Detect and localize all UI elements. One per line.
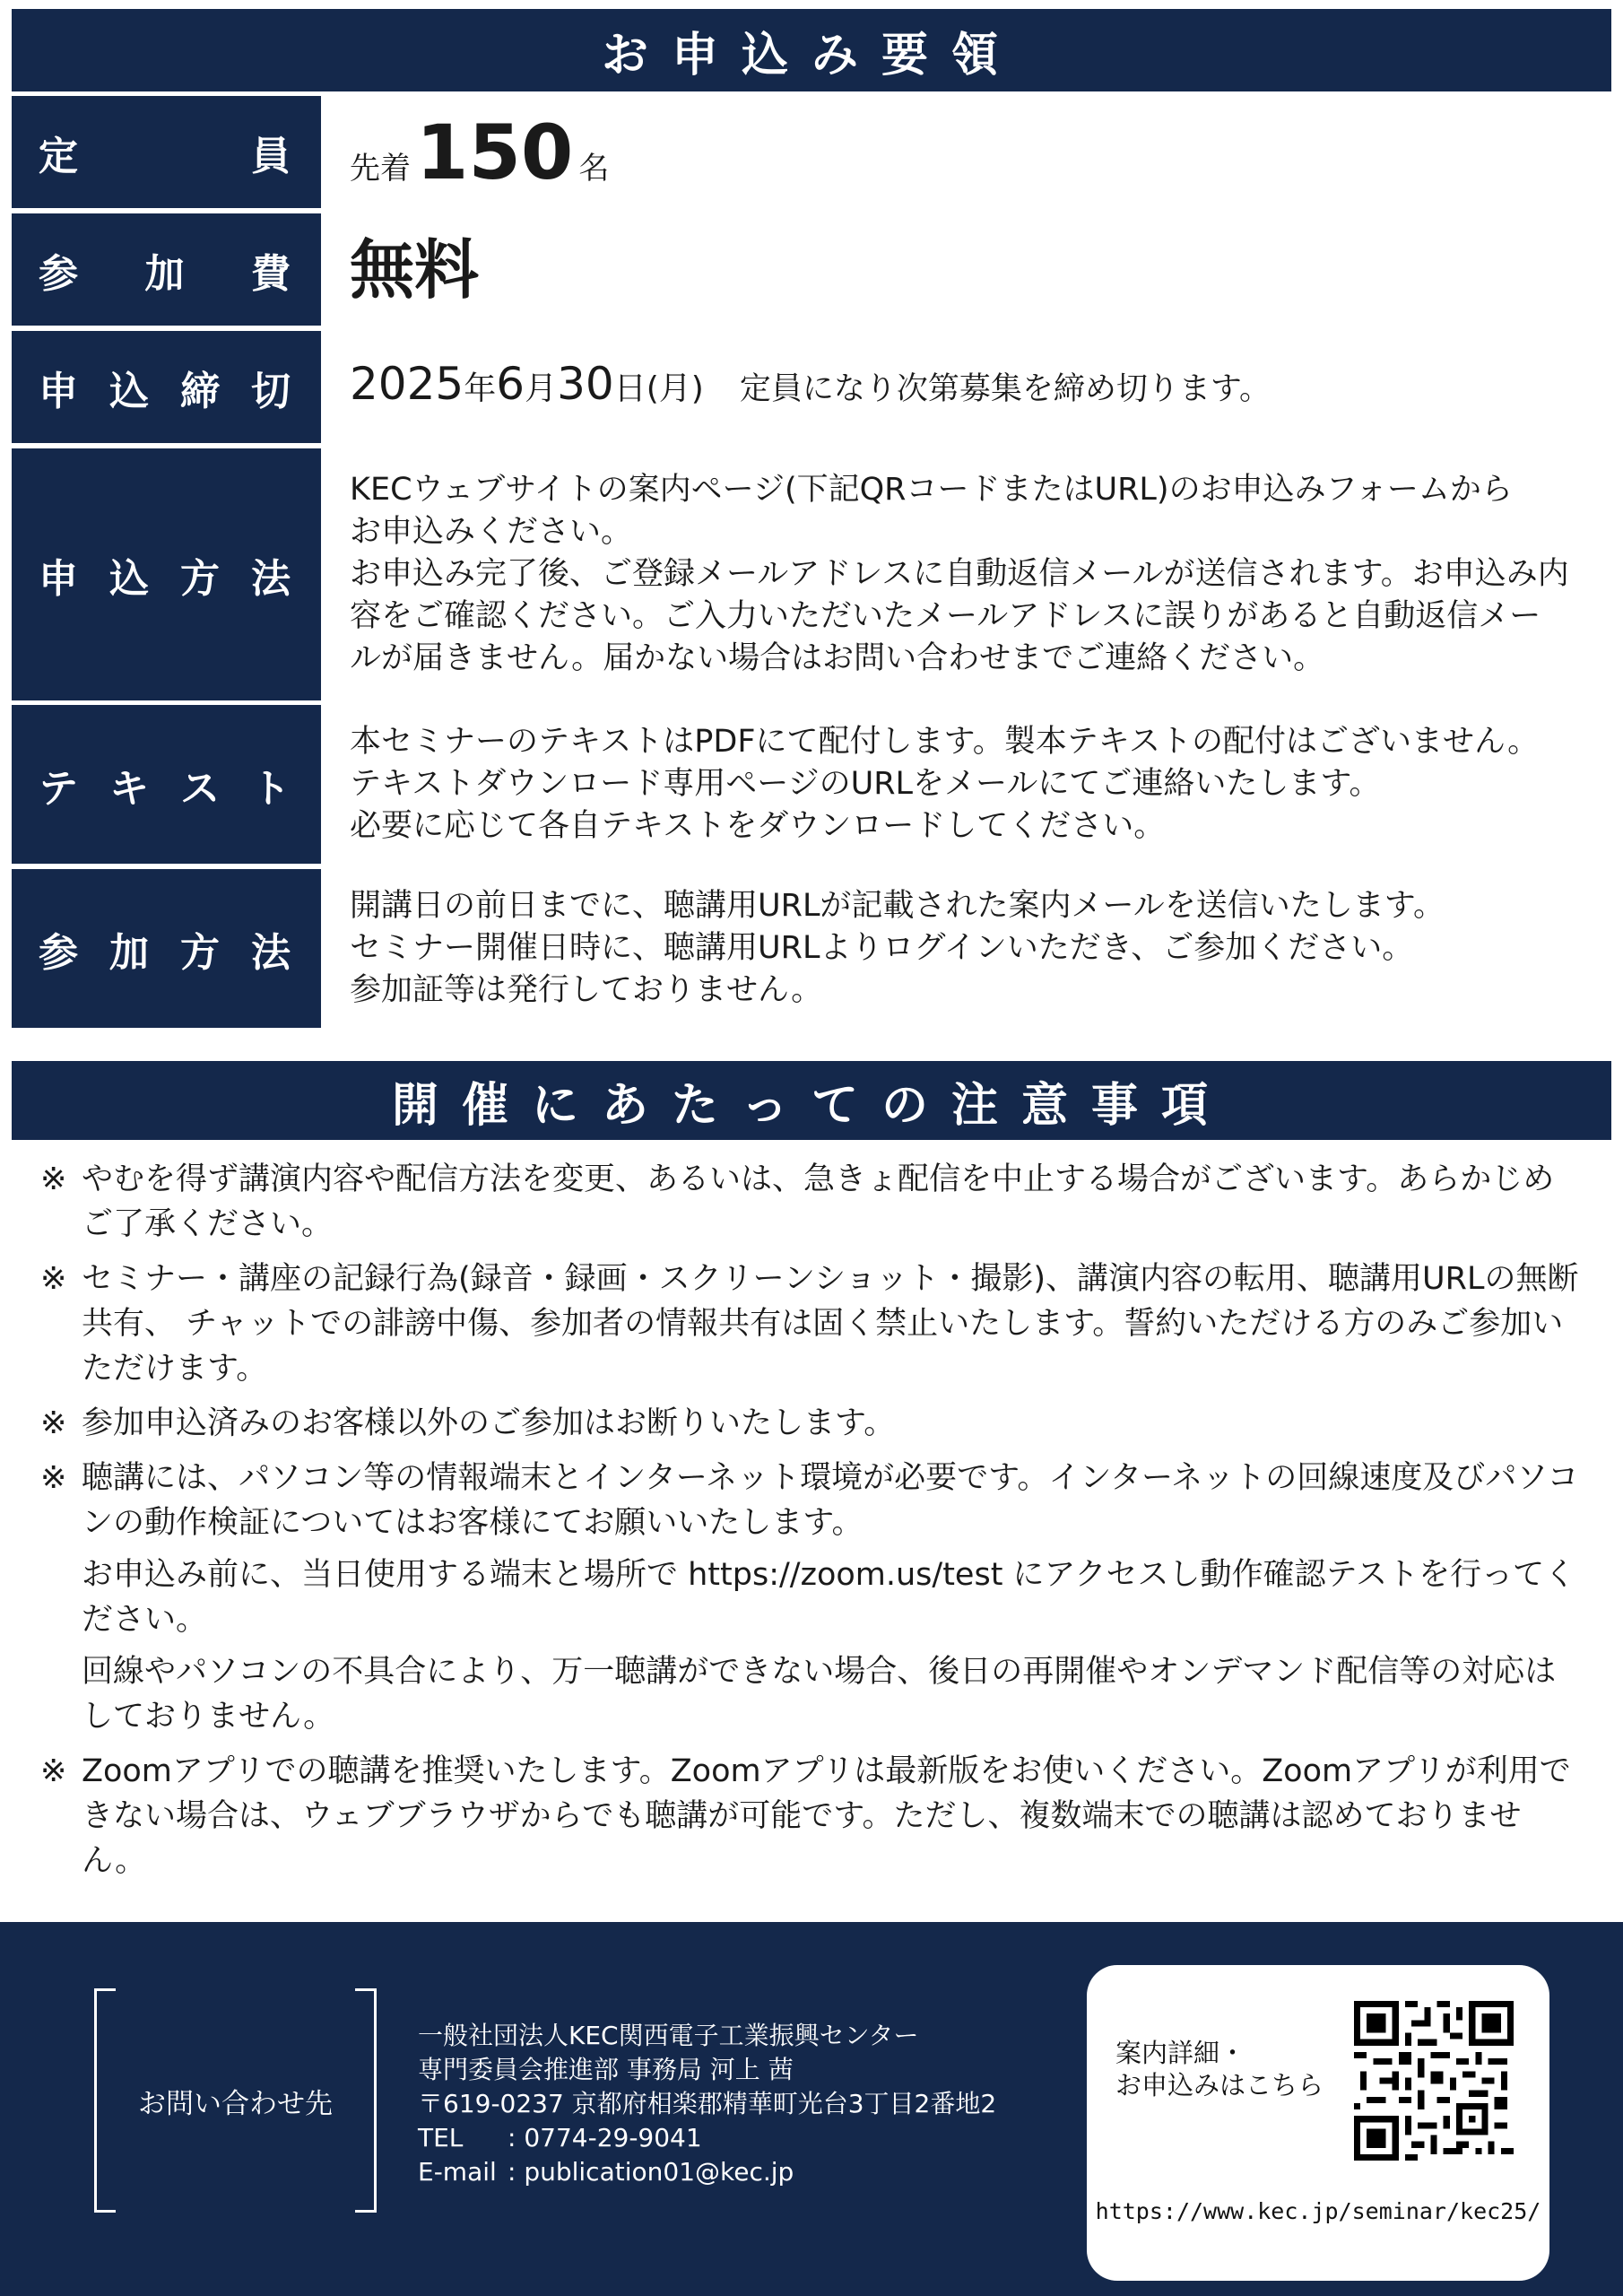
application-method-label: 申 込 方 法 xyxy=(12,448,321,700)
text-line: 参加証等は発行しておりません。 xyxy=(350,972,823,1008)
capacity-content xyxy=(321,96,1611,208)
fee-value: 無料 xyxy=(350,231,480,308)
application-guide-header xyxy=(12,9,1611,91)
deadline-date: 2025 年 6 月 30 日(月) 定員になり次第募集を締め切ります。 xyxy=(350,358,1271,410)
participation-method-content xyxy=(321,869,1611,1028)
note-mark: ※ xyxy=(40,1405,67,1441)
precautions-title: 開催にあたっての注意事項 xyxy=(391,1078,1231,1133)
qr-code-icon[interactable] xyxy=(1354,2001,1514,2161)
contact-dept: 専門委員会推進部 事務局 河上 茜 xyxy=(418,2055,794,2084)
text-line: 必要に応じて各自テキストをダウンロードしてください。 xyxy=(350,808,1166,844)
note-mark: ※ xyxy=(40,1161,67,1197)
left-bracket xyxy=(94,1988,116,2213)
fee-label: 参 加 費 xyxy=(12,213,321,326)
application-method-content xyxy=(321,448,1611,700)
participation-method-label: 参 加 方 法 xyxy=(12,869,321,1028)
seminar-url-link[interactable]: https://www.kec.jp/seminar/kec25/ xyxy=(1095,2198,1541,2224)
precautions-header xyxy=(12,1061,1611,1140)
contact-info xyxy=(418,2019,996,2189)
precautions-list xyxy=(40,1157,1583,1893)
text-line: ルが届きません。届かない場合はお問い合わせまでご連絡ください。 xyxy=(350,640,1325,676)
application-guide-title: お申込み要領 xyxy=(601,28,1021,83)
deadline-label: 申 込 締 切 xyxy=(12,331,321,443)
row-deadline xyxy=(12,331,1611,443)
deadline-note: 定員になり次第募集を締め切ります。 xyxy=(739,371,1271,407)
note-item: ※ 聴講には、パソコン等の情報端末とインターネット環境が必要です。インターネットの回線速度及びパソコンの動作検証についてはお客様にてお願いいたします。 お申込み前に、当日使用する端末と場所で https://zoom.us/test にアクセスし動作確認テストを行ってください。 回線やパソコンの不具合により、万一聴講ができない場合、後日の再開催やオンデマンド配信等の対応はしておりません。 xyxy=(40,1456,1583,1739)
row-participation-method xyxy=(12,869,1611,1028)
note-item: ※ セミナー・講座の記録行為(録音・録画・スクリーンショット・撮影)、講演内容の転用、聴講用URLの無断共有、 チャットでの誹謗中傷、参加者の情報共有は固く禁止いたします。誓約いただける方のみご参加いただけます。 xyxy=(40,1257,1583,1391)
fee-content xyxy=(321,213,1611,326)
contact-label-box xyxy=(94,1988,377,2213)
contact-label: お問い合わせ先 xyxy=(138,2087,333,2120)
note-mark: ※ xyxy=(40,1460,67,1496)
contact-email[interactable]: E-mail : publication01@kec.jp xyxy=(418,2157,794,2187)
row-text-material xyxy=(12,705,1611,864)
text-line: KECウェブサイトの案内ページ(下記QRコードまたはURL)のお申込みフォームから xyxy=(350,472,1513,508)
row-application-method xyxy=(12,448,1611,700)
contact-tel: TEL : 0774-29-9041 xyxy=(418,2123,702,2152)
text-material-label: テ キ ス ト xyxy=(12,705,321,864)
text-line: セミナー開催日時に、聴講用URLよりログインいただき、ご参加ください。 xyxy=(350,930,1414,966)
row-capacity xyxy=(12,96,1611,208)
note-mark: ※ xyxy=(40,1753,67,1789)
right-bracket xyxy=(355,1988,377,2213)
text-line: テキストダウンロード専用ページのURLをメールにてご連絡いたします。 xyxy=(350,766,1381,802)
capacity-number: 150 xyxy=(416,108,574,196)
text-material-content xyxy=(321,705,1611,864)
capacity-suffix: 名 xyxy=(578,150,610,187)
contact-org: 一般社団法人KEC関西電子工業振興センター xyxy=(418,2021,919,2050)
text-line: 本セミナーのテキストはPDFにて配付します。製本テキストの配付はございません。 xyxy=(350,724,1540,760)
qr-card xyxy=(1087,1965,1549,2281)
note-mark: ※ xyxy=(40,1261,67,1297)
capacity-prefix: 先着 xyxy=(350,150,411,187)
row-fee xyxy=(12,213,1611,326)
text-line: 容をご確認ください。ご入力いただいたメールアドレスに誤りがあると自動返信メー xyxy=(350,598,1541,634)
note-item: ※ やむを得ず講演内容や配信方法を変更、あるいは、急きょ配信を中止する場合がございます。あらかじめご了承ください。 xyxy=(40,1157,1583,1247)
text-line: 開講日の前日までに、聴講用URLが記載された案内メールを送信いたします。 xyxy=(350,888,1445,924)
qr-label: 案内詳細・ お申込みはこちら xyxy=(1115,2038,1324,2100)
note-item: ※ Zoomアプリでの聴講を推奨いたします。Zoomアプリは最新版をお使いください。Zoomアプリが利用できない場合は、ウェブブラウザからでも聴講が可能です。ただし、複数端末での聴講は認めておりません。 xyxy=(40,1749,1583,1883)
contact-address: 〒619-0237 京都府相楽郡精華町光台3丁目2番地2 xyxy=(418,2089,997,2118)
deadline-content xyxy=(321,331,1611,443)
footer xyxy=(0,1922,1623,2296)
note-item: ※ 参加申込済みのお客様以外のご参加はお断りいたします。 xyxy=(40,1401,1583,1446)
capacity-label: 定 員 xyxy=(12,96,321,208)
text-line: お申込みください。 xyxy=(350,514,633,550)
text-line: お申込み完了後、ご登録メールアドレスに自動返信メールが送信されます。お申込み内 xyxy=(350,556,1569,592)
